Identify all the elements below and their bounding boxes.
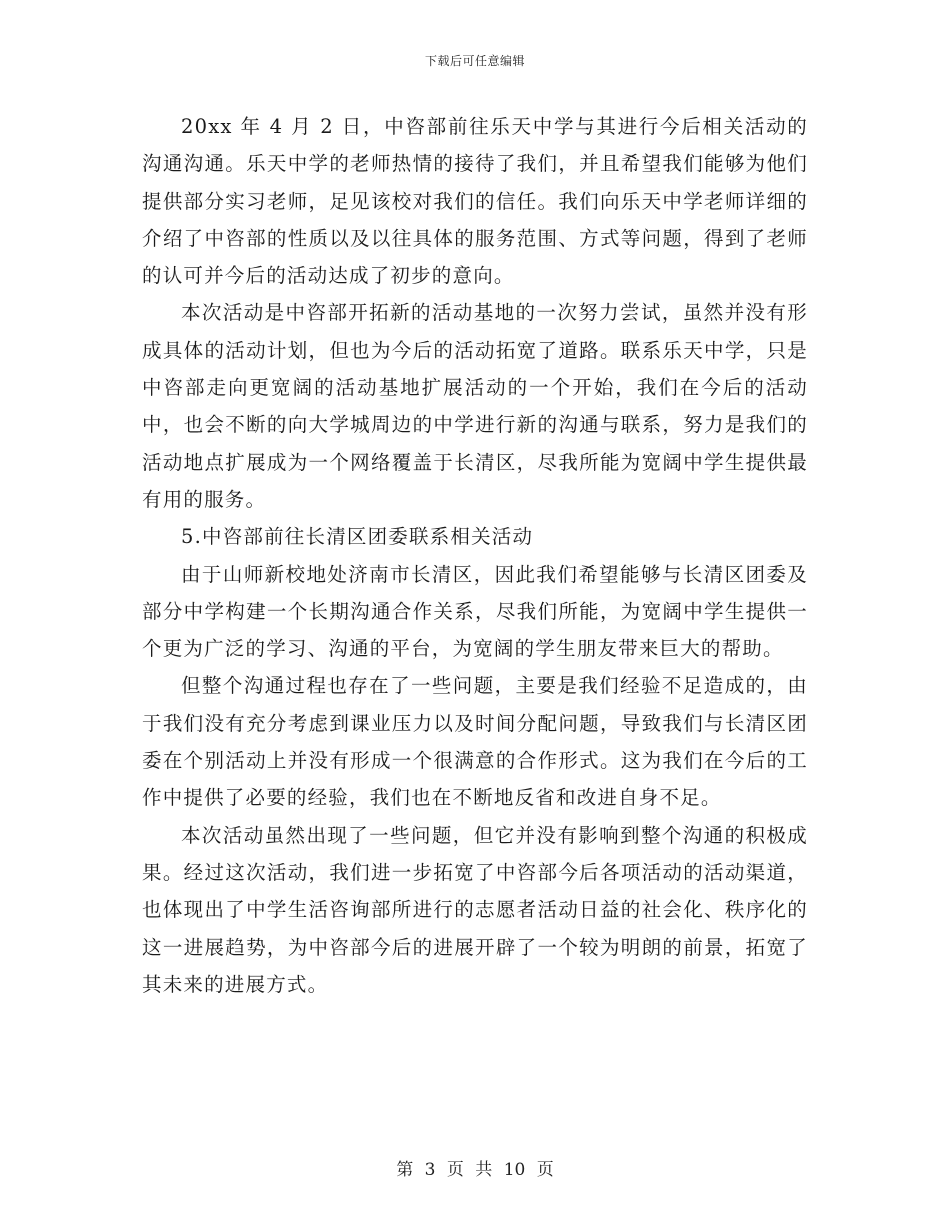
paragraph-visit-letian: 20xx 年 4 月 2 日，中咨部前往乐天中学与其进行今后相关活动的沟通沟通。乐天中学的老师热情的接待了我们，并且希望我们能够为他们提供部分实习老师，足见该校对我们的信任。我们向乐天中学老师详细的介绍了中咨部的性质以及以往具体的服务范围、方式等问题，得到了老师的认可并今后的活动达成了初步的意向。 (142, 115, 808, 288)
page-number: 第 3 页 共 10 页 (396, 1160, 554, 1180)
document-body (142, 108, 808, 1003)
paragraph-problems: 但整个沟通过程也存在了一些问题，主要是我们经验不足造成的，由于我们没有充分考虑到课业压力以及时间分配问题，导致我们与长清区团委在个别活动上并没有形成一个很满意的合作形式。这为我们在今后的工作中提供了必要的经验，我们也在不断地反省和改进自身不足。 (142, 674, 808, 810)
section-heading-changqing: 5.中咨部前往长清区团委联系相关活动 (181, 525, 534, 549)
paragraph-changqing-cooperation: 由于山师新校地处济南市长清区，因此我们希望能够与长清区团委及部分中学构建一个长期沟通合作关系，尽我们所能，为宽阔中学生提供一个更为广泛的学习、沟通的平台，为宽阔的学生朋友带来巨大的帮助。 (142, 562, 808, 661)
paragraph-activity-attempt: 本次活动是中咨部开拓新的活动基地的一次努力尝试，虽然并没有形成具体的活动计划，但也为今后的活动拓宽了道路。联系乐天中学，只是中咨部走向更宽阔的活动基地扩展活动的一个开始，我们在今后的活动中，也会不断的向大学城周边的中学进行新的沟通与联系，努力是我们的活动地点扩展成为一个网络覆盖于长清区，尽我所能为宽阔中学生提供最有用的服务。 (142, 301, 808, 511)
paragraph-conclusion: 本次活动虽然出现了一些问题，但它并没有影响到整个沟通的积极成果。经过这次活动，我们进一步拓宽了中咨部今后各项活动的活动渠道，也体现出了中学生活咨询部所进行的志愿者活动日益的社会化、秩序化的这一进展趋势，为中咨部今后的进展开辟了一个较为明朗的前景，拓宽了其未来的进展方式。 (142, 823, 808, 996)
page-header: 下载后可任意编辑 (424, 54, 525, 68)
